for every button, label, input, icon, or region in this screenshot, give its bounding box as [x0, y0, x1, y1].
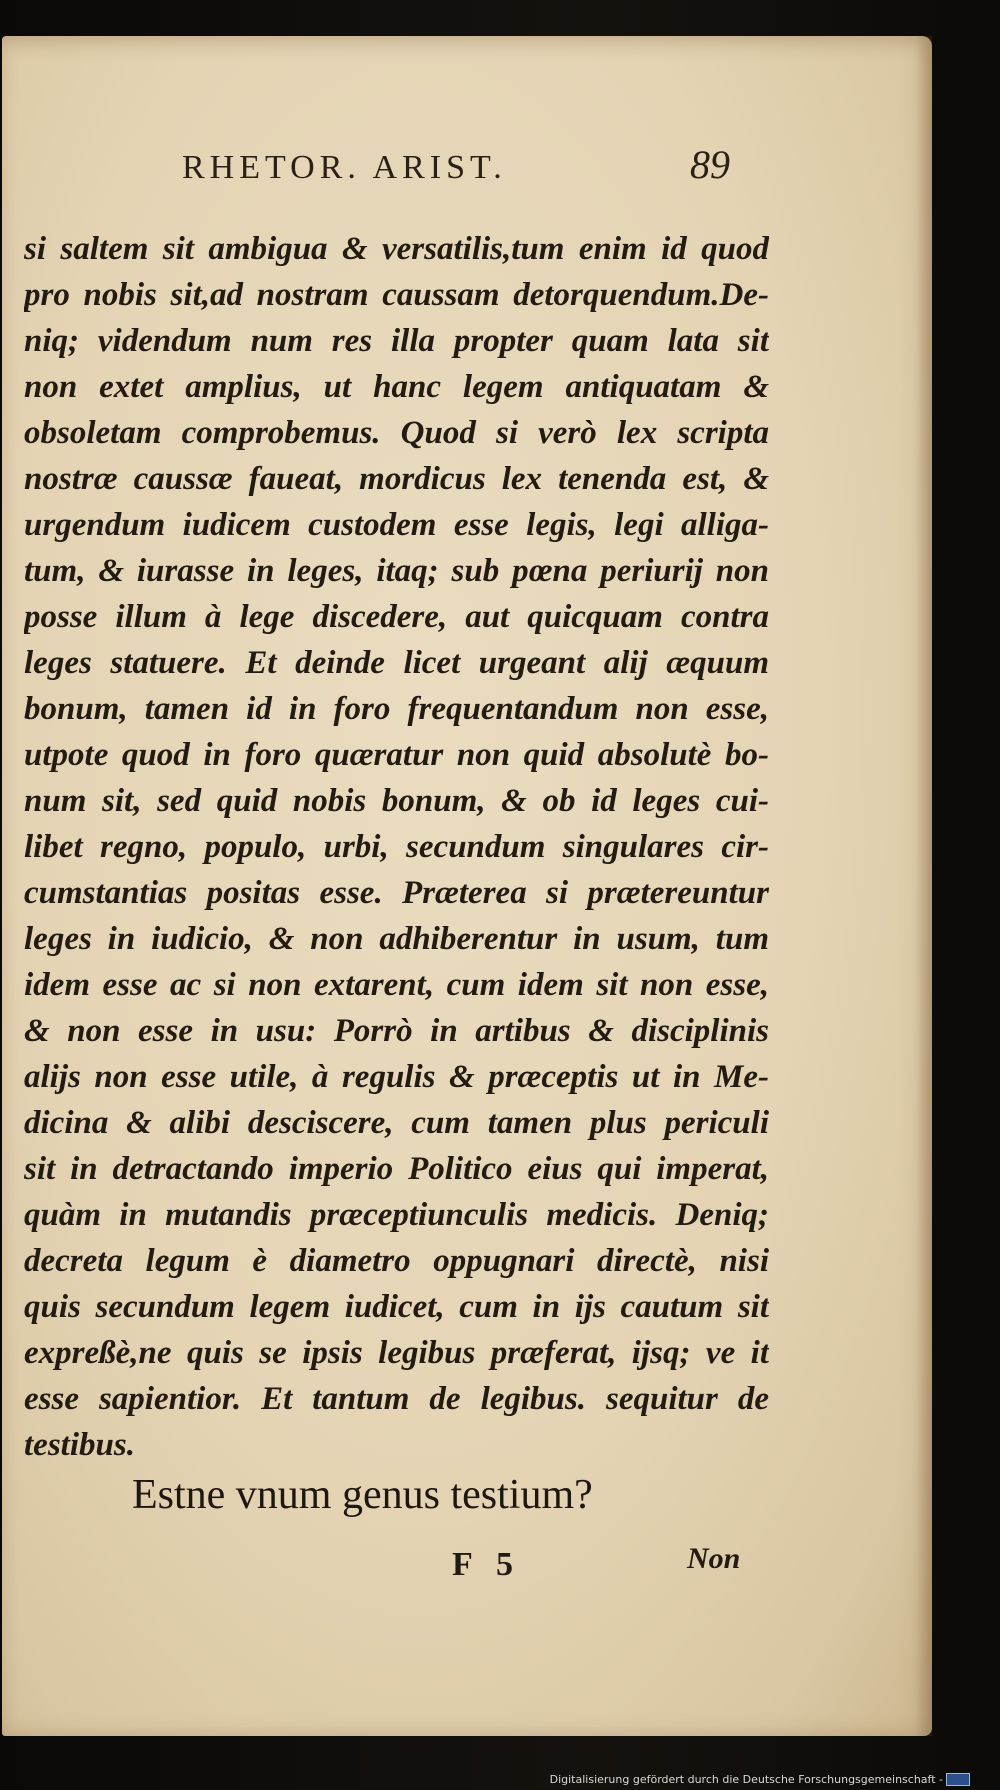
text-line: cumstantias positas esse. Præterea si prætereuntur: [24, 875, 769, 911]
text-line: nostræ caussæ faueat, mordicus lex tenenda est, &: [24, 461, 769, 497]
text-line: utpote quod in foro quæratur non quid absolutè bo-: [24, 737, 769, 773]
text-line: libet regno, populo, urbi, secundum singulares cir-: [24, 829, 769, 865]
text-line: expreßè,ne quis se ipsis legibus præferat, ijsq; ve it: [24, 1335, 769, 1371]
book-page: [2, 36, 932, 1736]
text-line: dicina & alibi desciscere, cum tamen plus periculi: [24, 1105, 769, 1141]
text-line: tum, & iurasse in leges, itaq; sub pœna periurij non: [24, 553, 769, 589]
text-line: non extet amplius, ut hanc legem antiquatam &: [24, 369, 769, 405]
text-line: decreta legum è diametro oppugnari directè, nisi: [24, 1243, 769, 1279]
text-line: obsoletam comprobemus. Quod si verò lex scripta: [24, 415, 769, 451]
section-question: Estne vnum genus testium?: [132, 1472, 593, 1518]
digitization-credit: [550, 1773, 970, 1786]
body-text: [24, 226, 769, 1468]
credit-text: Digitalisierung gefördert durch die Deutsche Forschungsgemeinschaft -: [549, 1773, 943, 1786]
dfg-logo-icon: [946, 1773, 970, 1786]
text-line: quàm in mutandis præceptiunculis medicis. Deniq;: [24, 1197, 769, 1233]
text-line: & non esse in usu: Porrò in artibus & disciplinis: [24, 1013, 769, 1049]
text-line: testibus.: [24, 1427, 135, 1463]
text-line: posse illum à lege discedere, aut quicquam contra: [24, 599, 769, 635]
running-head-title: RHETOR. ARIST.: [182, 149, 507, 186]
page-number: 89: [690, 142, 730, 187]
text-line: quis secundum legem iudicet, cum in ijs cautum sit: [24, 1289, 769, 1325]
text-line: sit in detractando imperio Politico eius qui imperat,: [24, 1151, 769, 1187]
text-line: idem esse ac si non extarent, cum idem sit non esse,: [24, 967, 769, 1003]
text-line: leges in iudicio, & non adhiberentur in usum, tum: [24, 921, 769, 957]
text-line: urgendum iudicem custodem esse legis, legi alliga-: [24, 507, 769, 543]
text-line: pro nobis sit,ad nostram caussam detorquendum.De-: [24, 277, 769, 313]
running-head: [162, 141, 762, 201]
signature-mark: F 5: [452, 1546, 522, 1583]
text-line: alijs non esse utile, à regulis & præceptis ut in Me-: [24, 1059, 769, 1095]
text-line: num sit, sed quid nobis bonum, & ob id leges cui-: [24, 783, 769, 819]
text-line: esse sapientior. Et tantum de legibus. sequitur de: [24, 1381, 769, 1417]
text-line: leges statuere. Et deinde licet urgeant alij æquum: [24, 645, 769, 681]
page-edge-shadow: [916, 36, 932, 1736]
text-line: si saltem sit ambigua & versatilis,tum enim id quod: [24, 231, 769, 267]
text-line: bonum, tamen id in foro frequentandum non esse,: [24, 691, 769, 727]
text-line: niq; videndum num res illa propter quam lata sit: [24, 323, 769, 359]
catchword: Non: [687, 1542, 741, 1575]
